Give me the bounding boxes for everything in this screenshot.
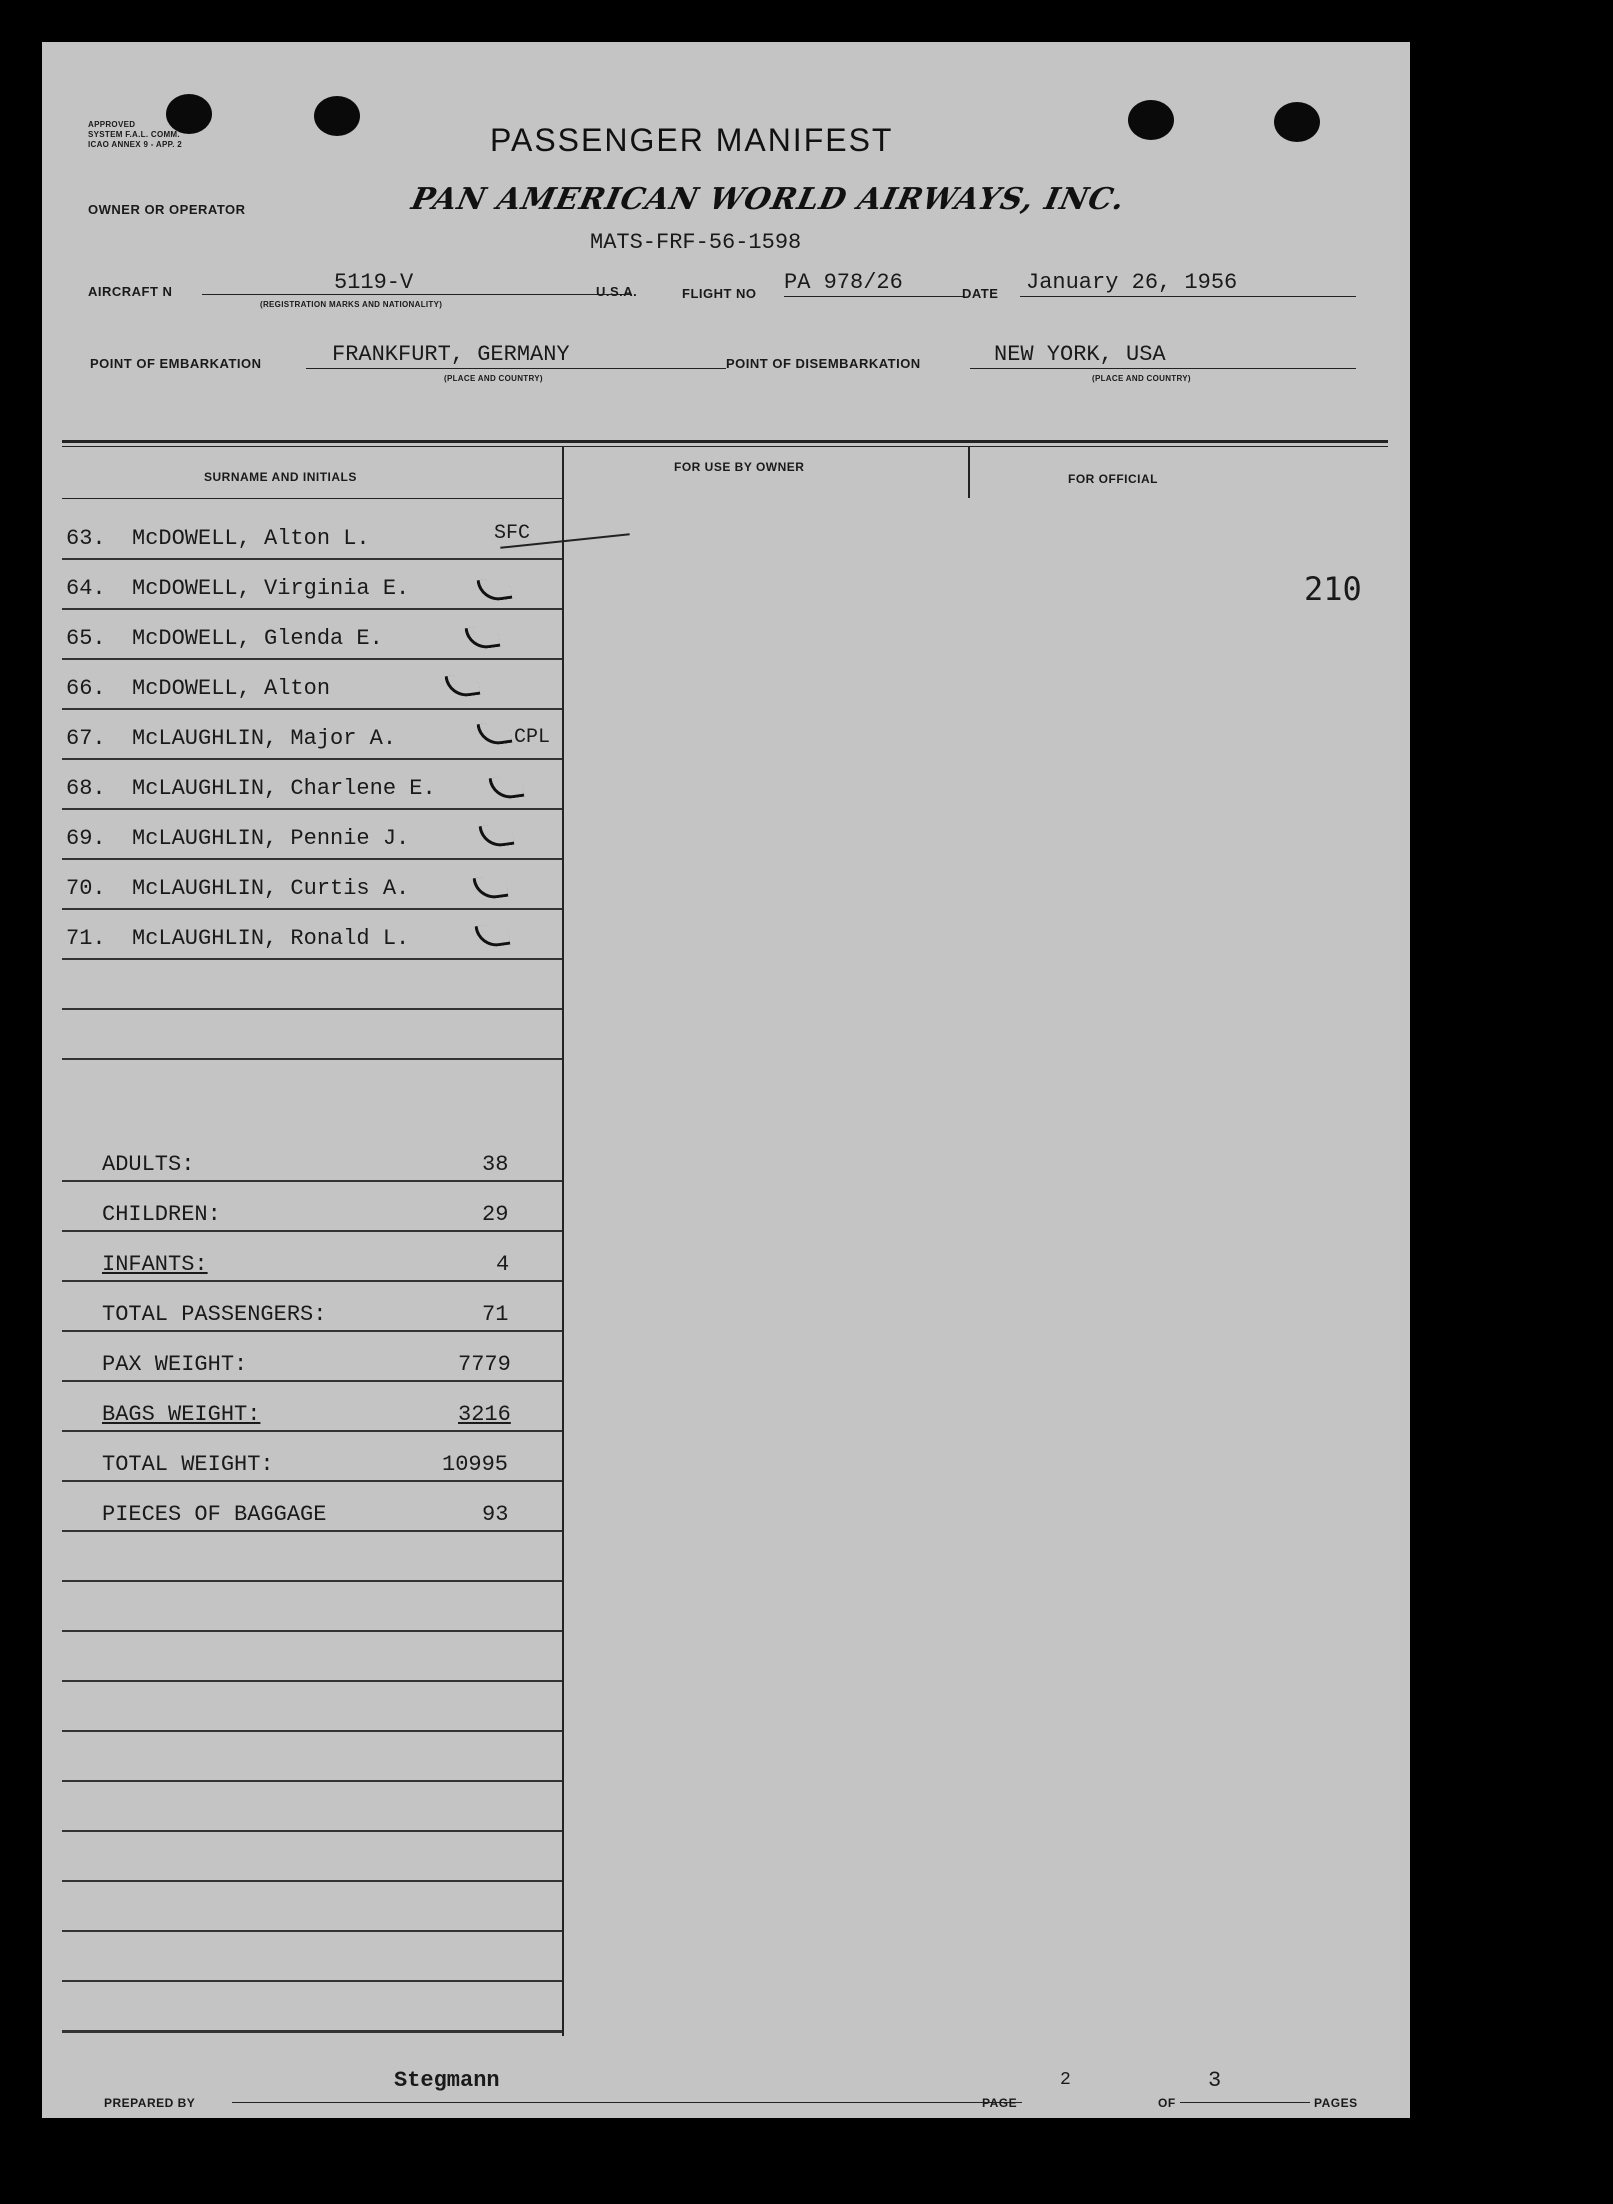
punch-hole	[1274, 102, 1320, 142]
row-rule	[62, 908, 562, 910]
total-label: ADULTS:	[102, 1152, 195, 1177]
row-rule	[62, 958, 562, 960]
passenger-note: CPL	[514, 726, 551, 749]
passenger-number: 63.	[66, 526, 106, 551]
embark-label: POINT OF EMBARKATION	[90, 356, 262, 371]
passenger-name: McLAUGHLIN, Pennie J.	[132, 826, 410, 851]
passenger-name: McDOWELL, Virginia E.	[132, 576, 410, 601]
disembark-label: POINT OF DISEMBARKATION	[726, 356, 921, 371]
total-row	[62, 1212, 562, 1277]
form-title: PASSENGER MANIFEST	[490, 122, 894, 158]
aircraft-rule	[202, 294, 632, 295]
passenger-number: 67.	[66, 726, 106, 751]
row-rule	[62, 858, 562, 860]
passenger-number: 71.	[66, 926, 106, 951]
total-value: 71	[482, 1302, 509, 1327]
table-top-rule	[62, 446, 1388, 447]
row-rule	[62, 1630, 562, 1632]
date-label: DATE	[962, 286, 999, 301]
check-mark-icon	[445, 672, 481, 699]
manifest-page	[42, 42, 1410, 2118]
total-row	[62, 1362, 562, 1427]
passenger-row	[62, 814, 582, 864]
passenger-name: McDOWELL, Alton	[132, 676, 331, 701]
column-divider	[968, 446, 970, 498]
passenger-name: McLAUGHLIN, Curtis A.	[132, 876, 410, 901]
passenger-row	[62, 714, 582, 764]
check-mark-icon	[477, 576, 513, 603]
pages-label: PAGES	[1314, 2096, 1358, 2110]
total-row	[62, 1312, 562, 1377]
row-rule	[62, 1680, 562, 1682]
disembark-rule	[970, 368, 1356, 369]
embark-sublabel: (PLACE AND COUNTRY)	[444, 374, 543, 383]
row-rule	[62, 1580, 562, 1582]
aircraft-label: AIRCRAFT N	[88, 284, 173, 299]
total-value: 4	[496, 1252, 510, 1277]
total-row	[62, 1112, 562, 1177]
passenger-row	[62, 614, 582, 664]
owner-value: PAN AMERICAN WORLD AIRWAYS, INC.	[408, 182, 1129, 217]
passenger-number: 70.	[66, 876, 106, 901]
row-rule	[62, 558, 562, 560]
total-label: CHILDREN:	[102, 1202, 221, 1227]
row-rule	[62, 1980, 562, 1982]
date-value: January 26, 1956	[1026, 270, 1238, 295]
header-bottom-rule	[62, 498, 562, 499]
check-mark-icon	[479, 822, 515, 849]
passenger-number: 69.	[66, 826, 106, 851]
total-value: 29	[482, 1202, 509, 1227]
row-rule	[62, 808, 562, 810]
passenger-name: McLAUGHLIN, Major A.	[132, 726, 397, 751]
passenger-row	[62, 514, 582, 564]
total-row	[62, 1462, 562, 1527]
flight-rule	[784, 296, 964, 297]
approval-block	[88, 120, 182, 150]
approval-line: APPROVED	[88, 120, 136, 129]
flight-value: PA 978/26	[784, 270, 903, 295]
passenger-number: 65.	[66, 626, 106, 651]
approval-line: ICAO ANNEX 9 - APP. 2	[88, 140, 183, 149]
passenger-number: 66.	[66, 676, 106, 701]
total-label: TOTAL WEIGHT:	[102, 1452, 274, 1477]
total-label: PIECES OF BAGGAGE	[102, 1502, 327, 1527]
row-rule	[62, 658, 562, 660]
passenger-name: McLAUGHLIN, Charlene E.	[132, 776, 436, 801]
disembark-value: NEW YORK, USA	[994, 342, 1166, 367]
total-label: BAGS WEIGHT:	[102, 1402, 261, 1427]
table-top-rule	[62, 440, 1388, 443]
passenger-name: McDOWELL, Alton L.	[132, 526, 370, 551]
row-rule	[62, 1830, 562, 1832]
row-rule	[62, 1930, 562, 1932]
row-rule	[62, 1530, 562, 1532]
column-header-official: FOR OFFICIAL	[1068, 472, 1158, 486]
row-rule	[62, 1058, 562, 1060]
approval-line: SYSTEM F.A.L. COMM.	[88, 130, 180, 139]
of-value: 3	[1208, 2068, 1222, 2093]
of-rule	[1180, 2102, 1310, 2103]
aircraft-value: 5119-V	[334, 270, 414, 295]
date-rule	[1020, 296, 1356, 297]
embark-value: FRANKFURT, GERMANY	[332, 342, 570, 367]
check-mark-icon	[489, 774, 525, 801]
column-header-surname: SURNAME AND INITIALS	[204, 470, 357, 484]
of-label: OF	[1158, 2096, 1176, 2110]
row-rule	[62, 1780, 562, 1782]
total-row	[62, 1262, 562, 1327]
total-label: INFANTS:	[102, 1252, 208, 1277]
prepared-rule	[232, 2102, 1022, 2103]
total-value: 3216	[458, 1402, 511, 1427]
passenger-row	[62, 864, 582, 914]
prepared-label: PREPARED BY	[104, 2096, 196, 2110]
page-value: 2	[1060, 2070, 1071, 2090]
total-value: 38	[482, 1152, 509, 1177]
row-rule	[62, 758, 562, 760]
total-label: TOTAL PASSENGERS:	[102, 1302, 327, 1327]
punch-hole	[1128, 100, 1174, 140]
country-label: U.S.A.	[596, 284, 638, 299]
prepared-value: Stegmann	[394, 2068, 500, 2093]
row-rule	[62, 1730, 562, 1732]
reference-number: MATS-FRF-56-1598	[590, 230, 802, 255]
row-rule	[62, 608, 562, 610]
check-mark-icon	[465, 624, 501, 651]
passenger-row	[62, 764, 582, 814]
passenger-name: McDOWELL, Glenda E.	[132, 626, 383, 651]
disembark-sublabel: (PLACE AND COUNTRY)	[1092, 374, 1191, 383]
total-label: PAX WEIGHT:	[102, 1352, 248, 1377]
row-rule	[62, 2030, 562, 2033]
passenger-note: SFC	[494, 522, 531, 545]
check-mark-icon	[473, 874, 509, 901]
check-mark-icon	[475, 922, 511, 949]
passenger-row	[62, 914, 582, 964]
aircraft-sublabel: (REGISTRATION MARKS AND NATIONALITY)	[260, 300, 443, 309]
check-mark-icon	[477, 720, 513, 747]
page-label: PAGE	[982, 2096, 1018, 2110]
total-value: 7779	[458, 1352, 511, 1377]
row-rule	[62, 708, 562, 710]
passenger-number: 68.	[66, 776, 106, 801]
total-row	[62, 1162, 562, 1227]
owner-label: OWNER OR OPERATOR	[88, 202, 246, 217]
passenger-name: McLAUGHLIN, Ronald L.	[132, 926, 410, 951]
column-header-owner: FOR USE BY OWNER	[674, 460, 805, 474]
official-number: 210	[1304, 570, 1362, 608]
total-value: 10995	[442, 1452, 509, 1477]
row-rule	[62, 1008, 562, 1010]
passenger-row	[62, 664, 582, 714]
row-rule	[62, 1880, 562, 1882]
embark-rule	[306, 368, 726, 369]
punch-hole	[314, 96, 360, 136]
passenger-row	[62, 564, 582, 614]
total-row	[62, 1412, 562, 1477]
passenger-number: 64.	[66, 576, 106, 601]
flight-label: FLIGHT NO	[682, 286, 757, 301]
total-value: 93	[482, 1502, 509, 1527]
